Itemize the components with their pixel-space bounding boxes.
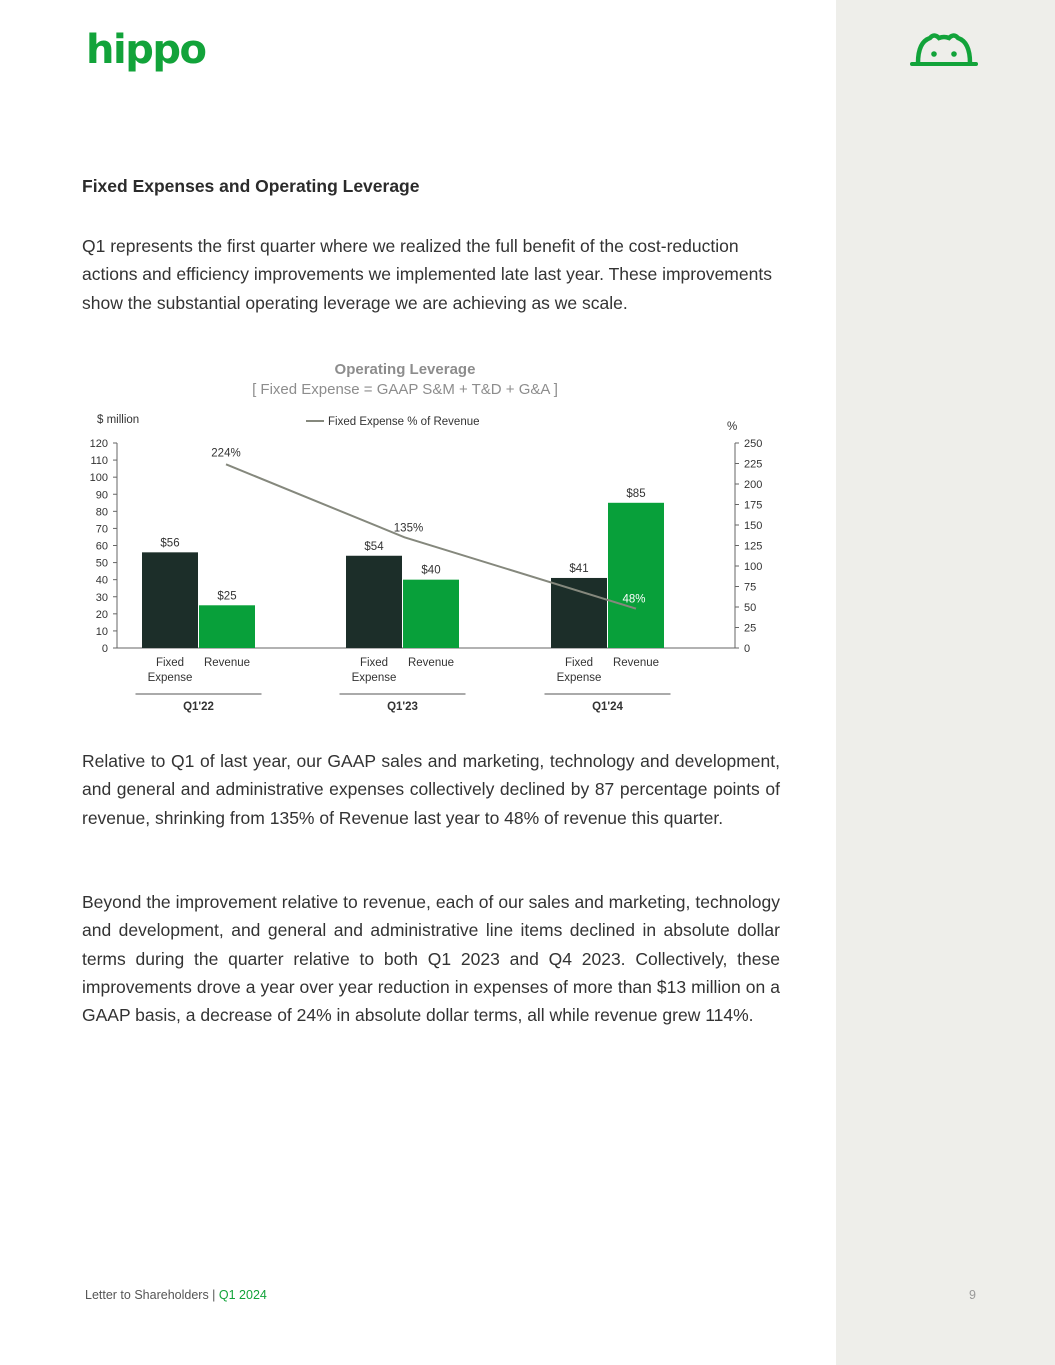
bar-fixed-expense [551, 578, 607, 648]
category-label-revenue: Revenue [407, 657, 455, 669]
y-left-tick-label: 10 [95, 625, 108, 638]
y-left-axis-label: $ million [97, 414, 140, 426]
y-right-tick-label: 225 [744, 458, 763, 471]
bar-revenue [608, 503, 664, 648]
category-label-fixed: Fixed [359, 657, 389, 669]
line-point-label: 48% [622, 593, 646, 606]
bar-value-label: $85 [626, 487, 646, 500]
group-label: Q1'22 [183, 701, 214, 713]
y-right-tick-label: 150 [744, 520, 763, 532]
bar-value-label: $40 [421, 564, 441, 577]
y-left-tick-label: 60 [95, 540, 108, 553]
y-right-tick-label: 250 [744, 438, 763, 450]
y-left-tick-label: 120 [89, 438, 108, 450]
y-right-tick-label: 0 [744, 643, 751, 655]
y-left-tick-label: 80 [95, 506, 108, 519]
group-label: Q1'23 [387, 701, 418, 713]
bar-value-label: $25 [217, 590, 237, 603]
legend-label: Fixed Expense % of Revenue [328, 416, 480, 428]
y-right-tick-label: 200 [744, 479, 763, 491]
line-point-label: 224% [211, 447, 241, 460]
bar-fixed-expense [346, 556, 402, 648]
section-heading: Fixed Expenses and Operating Leverage [82, 176, 420, 196]
bar-value-label: $41 [569, 562, 589, 575]
footer-text: Letter to Shareholders | [85, 1288, 216, 1302]
y-left-tick-label: 50 [95, 557, 108, 570]
line-point-label: 135% [393, 522, 424, 535]
intro-paragraph: Q1 represents the first quarter where we realized the full benefit of the cost-reduction actions and efficiency improvements we implemented late last year. These improvements show the substantial operating leverage we are achieving as we scale. [82, 236, 772, 313]
y-left-tick-label: 30 [95, 591, 108, 604]
y-right-tick-label: 125 [744, 540, 763, 553]
y-right-tick-label: 175 [744, 499, 763, 512]
footer-period: Q1 2024 [218, 1288, 267, 1302]
category-label-fixed: Expense [147, 672, 193, 684]
y-right-tick-label: 50 [744, 602, 757, 614]
y-left-tick-label: 90 [95, 489, 108, 502]
sidebar-panel [836, 0, 1055, 1365]
operating-leverage-chart [80, 355, 780, 725]
chart-title: Operating Leverage [334, 361, 476, 378]
group-label: Q1'24 [592, 701, 623, 713]
bar-revenue [199, 605, 255, 648]
category-label-revenue: Revenue [612, 657, 660, 669]
bar-value-label: $54 [364, 540, 384, 553]
expense-ratio-paragraph: Relative to Q1 of last year, our GAAP sales and marketing, technology and development, and general and administrative expenses collectively declined by 87 percentage points of revenue, shrinking from 135% of Revenue last year to 48% of revenue this quarter. [82, 751, 780, 828]
y-right-tick-label: 100 [744, 561, 763, 573]
expense-decline-paragraph: Beyond the improvement relative to revenue, each of our sales and marketing, technology and development, and general and administrative line items declined in absolute dollar terms during the quarter relative to both Q1 2023 and Q4 2023. Collectively, these improvements drove a year over year reduction in expenses of more than $13 million on a GAAP basis, a decrease of 24% in absolute dollar terms, all while revenue grew 114%. [82, 892, 780, 1026]
y-right-axis-label: % [727, 421, 738, 433]
category-label-fixed: Expense [351, 672, 397, 684]
hippo-head-icon [910, 30, 978, 68]
bar-revenue [403, 580, 459, 648]
category-label-fixed: Fixed [155, 657, 185, 669]
chart-subtitle: [ Fixed Expense = GAAP S&M + T&D + G&A ] [252, 381, 558, 398]
bar-value-label: $56 [160, 537, 180, 550]
y-left-tick-label: 40 [95, 574, 108, 587]
page-number: 9 [969, 1288, 976, 1302]
y-right-tick-label: 75 [744, 581, 757, 594]
bar-fixed-expense [142, 552, 198, 648]
y-left-tick-label: 20 [95, 608, 108, 621]
y-left-tick-label: 70 [95, 523, 108, 536]
y-left-tick-label: 100 [89, 472, 108, 485]
y-right-tick-label: 25 [744, 622, 757, 635]
category-label-fixed: Expense [556, 672, 602, 684]
y-left-tick-label: 110 [90, 455, 108, 468]
y-left-tick-label: 0 [101, 643, 108, 655]
category-label-revenue: Revenue [203, 657, 251, 669]
category-label-fixed: Fixed [564, 657, 594, 669]
hippo-logo: hippo [86, 27, 206, 73]
footer [85, 1288, 267, 1302]
